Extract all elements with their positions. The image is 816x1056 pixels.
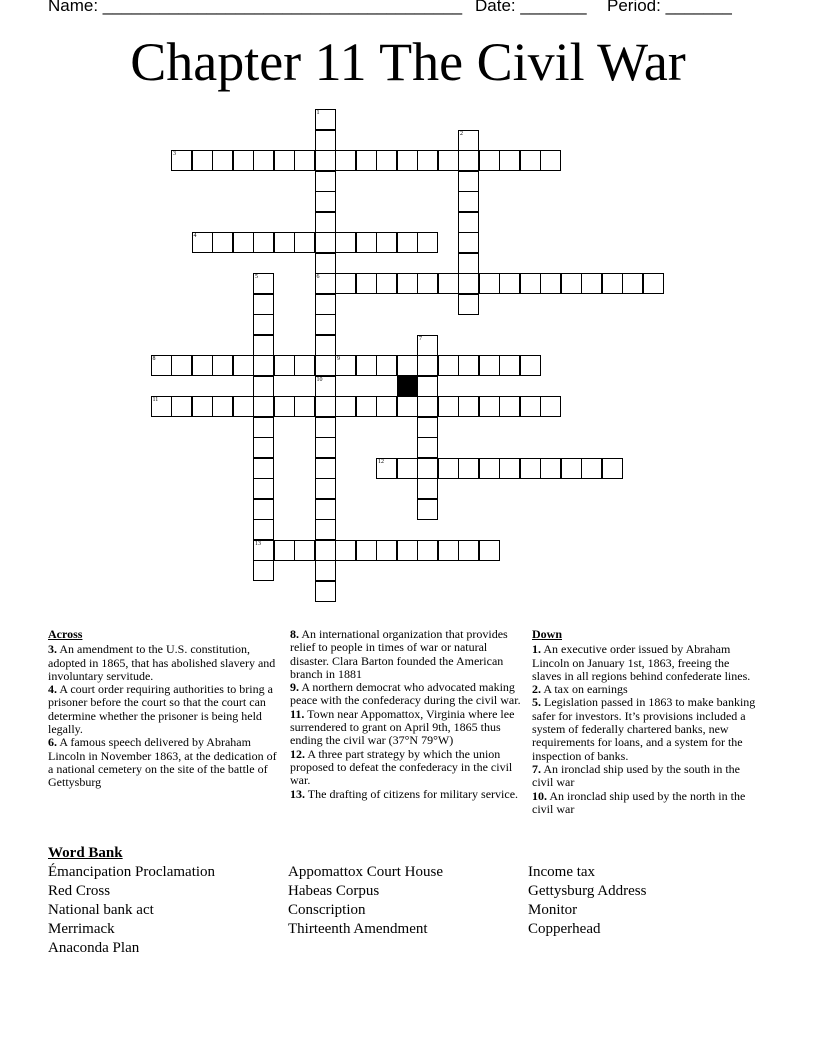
crossword-cell[interactable] [499,150,520,171]
crossword-cell[interactable] [315,109,336,130]
word-bank-heading: Word Bank [48,845,123,861]
crossword-cell[interactable] [253,540,274,561]
crossword-cell[interactable] [438,396,459,417]
word-bank-entry: Habeas Corpus [288,883,380,899]
crossword-cell[interactable] [171,150,192,171]
crossword-cell[interactable] [212,150,233,171]
clue-number-label: 2. [532,682,541,697]
word-bank-column-3 [528,863,646,939]
period-field[interactable]: Period: _______ [607,0,732,15]
crossword-cell[interactable] [417,417,438,438]
across-heading: Across [48,627,83,641]
crossword-cell[interactable] [315,540,336,561]
crossword-cell[interactable] [458,150,479,171]
clue-number: 7 [419,335,422,342]
crossword-cell[interactable] [438,355,459,376]
crossword-cell[interactable] [233,150,254,171]
clue-number-label: 6. [48,735,57,750]
crossword-cell[interactable] [520,396,541,417]
clue-item [532,696,760,762]
clue-item [48,683,280,736]
crossword-cell[interactable] [253,458,274,479]
crossword-cell[interactable] [417,376,438,397]
crossword-cell[interactable] [458,171,479,192]
clue-text: Town near Appomattox, Virginia where lee surrendered to grant on April 9th, 1865 thus ending the civil war (37°N 79°W) [290,706,515,748]
down-clue-list [532,643,760,816]
crossword-block-cell [397,376,418,397]
crossword-cell[interactable] [294,150,315,171]
crossword-cell[interactable] [315,417,336,438]
clue-text: An executive order issued by Abraham Lincoln on January 1st, 1863, freeing the slaves in all regions behind confederate lines. [532,642,751,683]
crossword-cell[interactable] [253,376,274,397]
clue-text: A tax on earnings [541,682,628,697]
crossword-cell[interactable] [315,581,336,602]
crossword-cell[interactable] [540,396,561,417]
crossword-cell[interactable] [458,212,479,233]
crossword-cell[interactable] [417,335,438,356]
crossword-cell[interactable] [253,417,274,438]
clue-number-label: 4. [48,682,57,697]
clue-number-label: 9. [290,680,299,695]
across-clue-list [48,643,280,789]
clue-number: 2 [460,130,463,137]
crossword-cell[interactable] [376,273,397,294]
crossword-cell[interactable] [315,150,336,171]
clue-number: 9 [337,356,340,362]
clue-number-label: 7. [532,761,541,776]
clue-number: 8 [152,356,156,362]
crossword-cell[interactable] [479,458,500,479]
crossword-cell[interactable] [581,273,602,294]
page-title: Chapter 11 The Civil War [130,32,686,92]
crossword-cell[interactable] [520,458,541,479]
crossword-cell[interactable] [253,499,274,520]
crossword-cell[interactable] [212,232,233,253]
crossword-cell[interactable] [274,396,295,417]
crossword-cell[interactable] [151,355,172,376]
crossword-cell[interactable] [397,540,418,561]
crossword-cell[interactable] [315,273,336,294]
crossword-cell[interactable] [499,273,520,294]
clue-text: An ironclad ship used by the south in the civil war [532,761,740,790]
crossword-cell[interactable] [499,355,520,376]
clue-item [532,683,760,696]
crossword-cell[interactable] [253,396,274,417]
crossword-cell[interactable] [540,458,561,479]
crossword-cell[interactable] [233,232,254,253]
crossword-cell[interactable] [458,232,479,253]
crossword-cell[interactable] [376,232,397,253]
crossword-cell[interactable] [315,478,336,499]
crossword-cell[interactable] [315,253,336,274]
crossword-cell[interactable] [417,273,438,294]
across-clues-column-1 [48,628,280,790]
word-bank-entry: Émancipation Proclamation [48,864,216,880]
clue-number: 5 [255,274,258,280]
crossword-cell[interactable] [274,355,295,376]
clue-text: The drafting of citizens for military service. [305,786,519,801]
crossword-cell[interactable] [417,540,438,561]
word-bank-entry: Gettysburg Address [528,883,647,899]
crossword-cell[interactable] [458,540,479,561]
clue-number-label: 11. [290,706,305,721]
crossword-cell[interactable] [438,150,459,171]
crossword-cell[interactable] [315,232,336,253]
crossword-cell[interactable] [417,458,438,479]
clue-number: 4 [193,233,197,239]
crossword-cell[interactable] [438,458,459,479]
crossword-cell[interactable] [602,458,623,479]
crossword-cell[interactable] [376,396,397,417]
crossword-cell[interactable] [253,335,274,356]
clue-text: A northern democrat who advocated making peace with the confederacy during the civil war. [290,680,521,708]
crossword-cell[interactable] [315,314,336,335]
crossword-cell[interactable] [397,396,418,417]
crossword-cell[interactable] [417,396,438,417]
crossword-cell[interactable] [438,540,459,561]
word-bank-entry: Red Cross [48,883,111,899]
clue-number: 13 [255,540,261,547]
crossword-cell[interactable] [643,273,664,294]
crossword-cell[interactable] [458,273,479,294]
crossword-cell[interactable] [192,150,213,171]
crossword-cell[interactable] [315,458,336,479]
crossword-cell[interactable] [540,150,561,171]
across-clue-list-continued [290,628,522,801]
crossword-cell[interactable] [315,499,336,520]
crossword-cell[interactable] [253,519,274,540]
crossword-cell[interactable] [356,540,377,561]
crossword-cell[interactable] [397,458,418,479]
crossword-cell[interactable] [397,150,418,171]
clue-number-label: 8. [290,627,299,641]
crossword-cell[interactable] [253,437,274,458]
crossword-cell[interactable] [458,396,479,417]
crossword-cell[interactable] [417,437,438,458]
word-bank-entry: National bank act [48,902,154,918]
clue-text: A famous speech delivered by Abraham Lincoln in November 1863, at the dedication of a national cemetery on the site of the battle of Gettysburg [48,735,277,790]
clue-number-label: 12. [290,746,305,761]
crossword-cell[interactable] [253,273,274,294]
clue-item [532,763,760,790]
crossword-cell[interactable] [294,540,315,561]
crossword-cell[interactable] [274,540,295,561]
crossword-cell[interactable] [561,273,582,294]
crossword-cell[interactable] [212,355,233,376]
crossword-cell[interactable] [397,355,418,376]
down-heading: Down [532,627,563,641]
crossword-cell[interactable] [212,396,233,417]
crossword-cell[interactable] [376,355,397,376]
crossword-cell[interactable] [315,396,336,417]
crossword-cell[interactable] [315,437,336,458]
crossword-cell[interactable] [335,232,356,253]
crossword-cell[interactable] [602,273,623,294]
clue-number-label: 3. [48,642,57,657]
crossword-cell[interactable] [397,273,418,294]
across-clues-column-2 [290,628,522,801]
crossword-cell[interactable] [335,150,356,171]
crossword-cell[interactable] [479,273,500,294]
crossword-cell[interactable] [253,232,274,253]
clue-item [290,681,522,708]
crossword-cell[interactable] [335,273,356,294]
crossword-cell[interactable] [315,191,336,212]
clue-number-label: 5. [532,695,541,710]
clue-text: An amendment to the U.S. constitution, adopted in 1865, that has abolished slavery and involuntary servitude. [48,642,276,683]
clue-text: An ironclad ship used by the north in the civil war [532,788,746,816]
crossword-cell[interactable] [417,355,438,376]
crossword-cell[interactable] [274,232,295,253]
clue-number: 11 [152,397,159,403]
down-clues-column [532,628,760,816]
crossword-cell[interactable] [315,355,336,376]
crossword-cell[interactable] [458,253,479,274]
crossword-cell[interactable] [315,130,336,151]
crossword-cell[interactable] [171,355,192,376]
clue-number: 1 [316,110,320,116]
crossword-cell[interactable] [356,355,377,376]
name-field[interactable]: Name: ______________________________________ [48,0,463,15]
crossword-cell[interactable] [417,150,438,171]
word-bank-entry: Conscription [288,902,366,918]
crossword-cell[interactable] [335,396,356,417]
crossword-cell[interactable] [458,355,479,376]
crossword-cell[interactable] [233,355,254,376]
clue-item [532,790,760,817]
crossword-cell[interactable] [335,355,356,376]
clue-text: Legislation passed in 1863 to make banking safer for investors. It’s provisions included a system of federally chartered banks, new requirements for loans, and a system for the inspection of banks. [532,695,756,763]
clue-item [532,643,760,683]
crossword-cell[interactable] [253,150,274,171]
word-bank-entry: Monitor [528,902,578,918]
clue-number-label: 13. [290,786,305,801]
clue-item [290,748,522,788]
crossword-cell[interactable] [315,519,336,540]
word-bank-entry: Anaconda Plan [48,940,140,956]
clue-text: A three part strategy by which the union proposed to defeat the confederacy in the civil war. [290,746,513,788]
crossword-cell[interactable] [520,355,541,376]
clue-number: 12 [378,458,384,465]
crossword-cell[interactable] [458,458,479,479]
crossword-cell[interactable] [315,376,336,397]
crossword-cell[interactable] [479,150,500,171]
crossword-cell[interactable] [499,396,520,417]
crossword-cell[interactable] [376,540,397,561]
crossword-cell[interactable] [417,499,438,520]
clue-number-label: 10. [532,788,547,803]
crossword-cell[interactable] [356,273,377,294]
clue-number: 3 [173,151,176,157]
crossword-cell[interactable] [479,540,500,561]
crossword-cell[interactable] [417,232,438,253]
clue-text: An international organization that provides relief to people in times of war or natural disaster. Clara Barton founded the American branch in 1881 [290,627,508,681]
crossword-cell[interactable] [253,314,274,335]
word-bank-entry: Appomattox Court House [288,864,443,880]
word-bank-column-2 [288,863,443,939]
crossword-cell[interactable] [458,191,479,212]
word-bank-entry: Thirteenth Amendment [288,921,428,937]
clue-item [48,736,280,789]
crossword-cell[interactable] [561,458,582,479]
crossword-cell[interactable] [335,540,356,561]
crossword-cell[interactable] [171,396,192,417]
crossword-cell[interactable] [458,294,479,315]
crossword-cell[interactable] [315,171,336,192]
crossword-cell[interactable] [520,150,541,171]
crossword-cell[interactable] [253,560,274,581]
word-bank-entry: Income tax [528,864,596,880]
clue-item [290,708,522,748]
crossword-cell[interactable] [438,273,459,294]
crossword-cell[interactable] [253,478,274,499]
crossword-cell[interactable] [540,273,561,294]
crossword-cell[interactable] [315,560,336,581]
crossword-cell[interactable] [581,458,602,479]
word-bank-entry: Merrimack [48,921,115,937]
clue-text: A court order requiring authorities to bring a prisoner before the court so that the court can determine whether the prisoner is being held legally. [48,682,273,737]
crossword-cell[interactable] [417,478,438,499]
crossword-cell[interactable] [479,355,500,376]
clue-item [48,643,280,683]
word-bank-column-1 [48,863,215,958]
crossword-cell[interactable] [253,294,274,315]
crossword-cell[interactable] [376,458,397,479]
word-bank-entry: Copperhead [528,921,601,937]
crossword-cell[interactable] [192,232,213,253]
crossword-cell[interactable] [315,335,336,356]
crossword-cell[interactable] [499,458,520,479]
crossword-cell[interactable] [294,396,315,417]
crossword-cell[interactable] [274,150,295,171]
date-field[interactable]: Date: _______ [475,0,587,15]
crossword-cell[interactable] [315,294,336,315]
crossword-cell[interactable] [233,396,254,417]
crossword-cell[interactable] [479,396,500,417]
clue-item [290,788,522,801]
crossword-cell[interactable] [192,355,213,376]
crossword-cell[interactable] [294,355,315,376]
clue-number-label: 1. [532,642,541,657]
crossword-cell[interactable] [356,396,377,417]
crossword-cell[interactable] [397,232,418,253]
crossword-cell[interactable] [192,396,213,417]
crossword-cell[interactable] [253,355,274,376]
crossword-cell[interactable] [294,232,315,253]
clue-number: 10 [316,376,323,383]
crossword-cell[interactable] [356,150,377,171]
crossword-cell[interactable] [520,273,541,294]
clue-number: 6 [316,274,320,280]
crossword-cell[interactable] [315,212,336,233]
clue-item [290,628,522,681]
crossword-cell[interactable] [458,130,479,151]
crossword-cell[interactable] [151,396,172,417]
crossword-cell[interactable] [376,150,397,171]
crossword-cell[interactable] [356,232,377,253]
crossword-cell[interactable] [622,273,643,294]
